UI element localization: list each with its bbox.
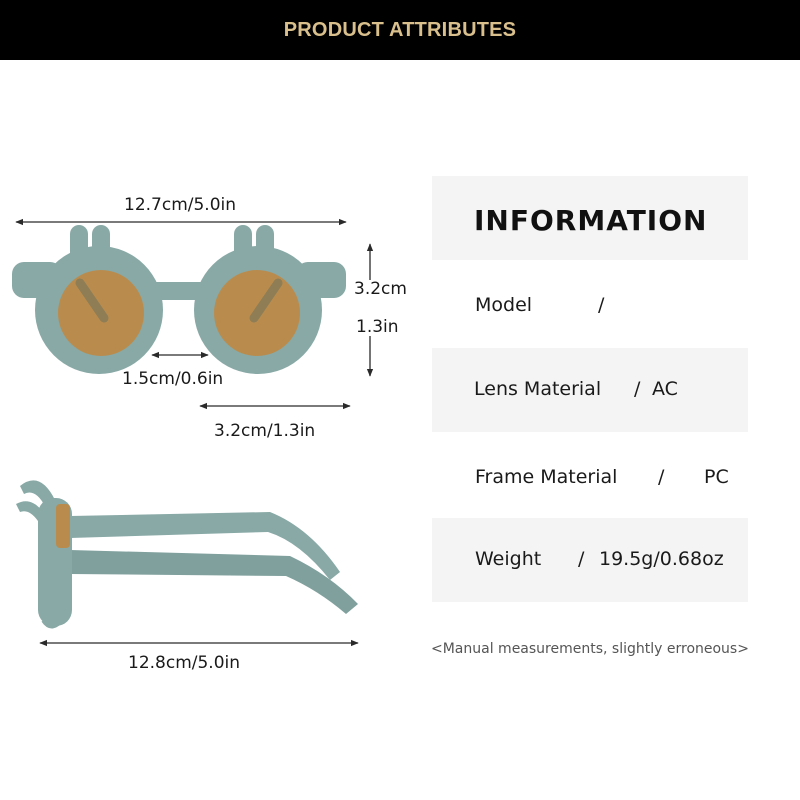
lens-material-value: AC	[652, 378, 678, 400]
weight-value: 19.5g/0.68oz	[599, 548, 724, 570]
frame-material-label: Frame Material	[475, 466, 618, 488]
frame-material-separator: /	[658, 466, 665, 488]
weight-separator: /	[578, 548, 585, 570]
lens-height-cm-label: 3.2cm	[354, 279, 407, 299]
total-width-label: 12.7cm/5.0in	[124, 195, 237, 215]
weight-label: Weight	[475, 548, 542, 570]
measurement-note: <Manual measurements, slightly erroneous>	[431, 641, 749, 657]
bridge-width-label: 1.5cm/0.6in	[122, 369, 224, 389]
lens-material-separator: /	[634, 378, 641, 400]
temple-length-label: 12.8cm/5.0in	[128, 653, 241, 673]
header-title: PRODUCT ATTRIBUTES	[283, 18, 517, 41]
frame-material-value: PC	[704, 466, 729, 488]
model-label: Model	[475, 294, 533, 316]
info-title: INFORMATION	[474, 204, 708, 237]
lens-width-label: 3.2cm/1.3in	[214, 421, 316, 441]
model-separator: /	[598, 294, 605, 316]
lens-material-label: Lens Material	[474, 378, 602, 400]
lens-height-in-label: 1.3in	[356, 317, 399, 337]
